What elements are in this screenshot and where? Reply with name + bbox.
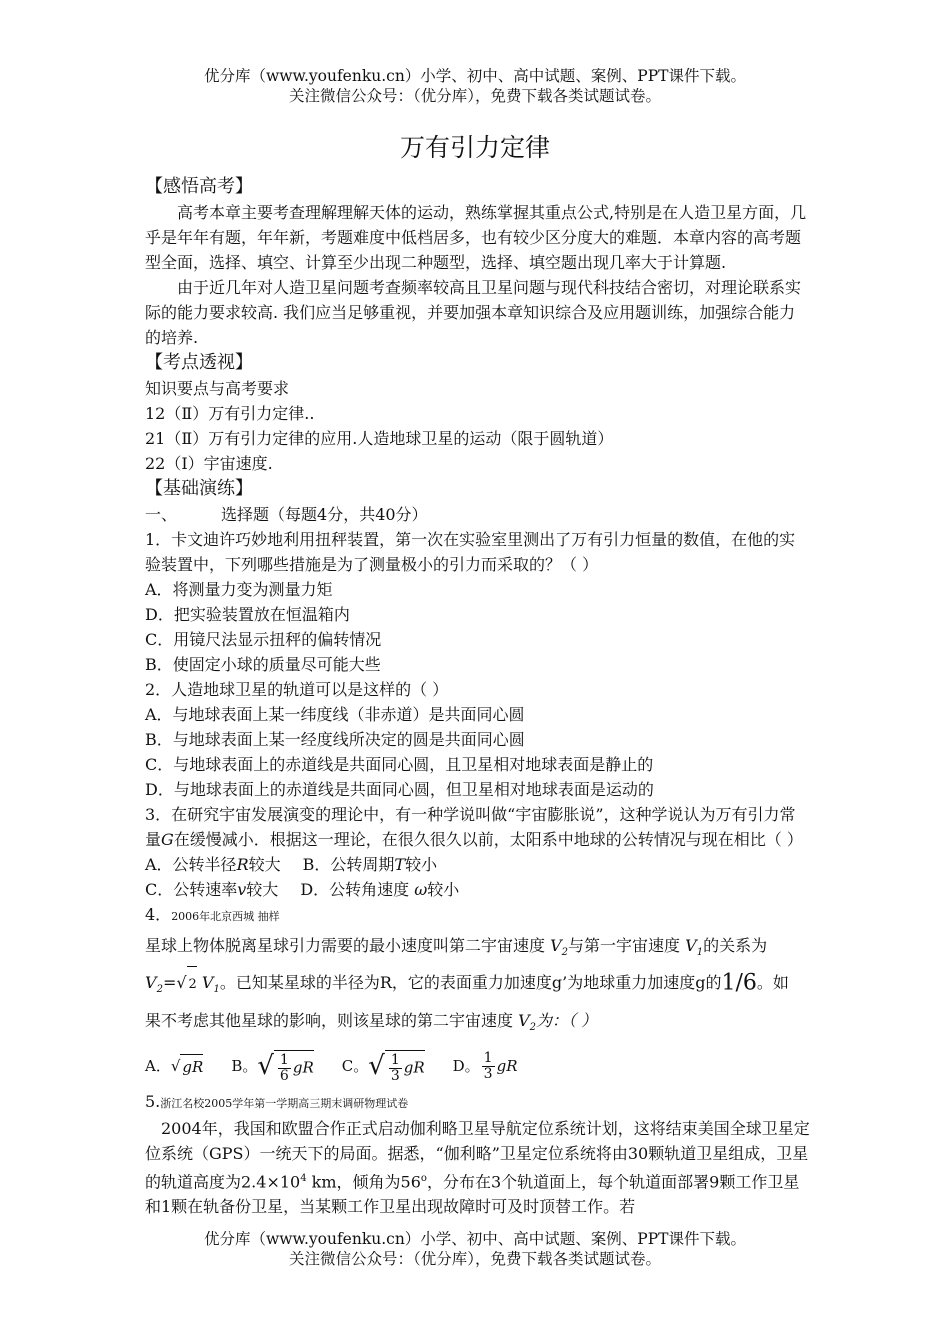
option: C．与地球表面上的赤道线是共面同心圆，且卫星相对地球表面是静止的 xyxy=(145,755,654,774)
list-item: 21（Ⅱ）万有引力定律的应用.人造地球卫星的运动（限于圆轨道） xyxy=(145,429,614,448)
paragraph: 高考本章主要考查理解理解天体的运动，熟练掌握其重点公式,特别是在人造卫星方面，几乎是年年有题，年年新，考题难度中低档居多，也有较少区分度大的难题．本章内容的高考题型全面，选择、填空、计算至少出现二种题型，选择、填空题出现几率大于计算题. xyxy=(145,203,807,272)
option-row: C．公转速率v较大 D．公转角速度 ω较小 xyxy=(145,880,460,899)
footer-line-1: 优分库（www.youfenku.cn）小学、初中、高中试题、案例、PPT课件下载。 xyxy=(203,1230,747,1248)
option-c: C。 √ $\frac{1}{3}$ gR xyxy=(341,1051,425,1084)
option: A．与地球表面上某一纬度线（非赤道）是共面同心圆 xyxy=(145,705,525,724)
option: D．把实验装置放在恒温箱内 xyxy=(145,605,350,624)
part-heading xyxy=(145,502,810,527)
part-title: 选择题（每题4分，共40分） xyxy=(221,505,428,524)
section-heading-kaodian: 【考点透视】 xyxy=(145,352,253,373)
question-source: 4．2006年北京西城 抽样 xyxy=(145,905,280,924)
footer-line-2: 关注微信公众号：（优分库），免费下载各类试题试卷。 xyxy=(288,1250,661,1268)
option-row: A．公转半径R较大 B．公转周期T较小 xyxy=(145,855,438,874)
question-stem: 3．在研究宇宙发展演变的理论中，有一种学说叫做“宇宙膨胀说”，这种学说认为万有引力常量G在缓慢减小．根据这一理论，在很久很久以前，太阳系中地球的公转情况与现在相比（ ） xyxy=(145,805,803,849)
document-body xyxy=(145,174,810,1219)
option: A．将测量力变为测量力矩 xyxy=(145,580,333,599)
list-item: 12（Ⅱ）万有引力定律.. xyxy=(145,404,315,423)
question-stem: 星球上物体脱离星球引力需要的最小速度叫第二宇宙速度 $V_2$与第一宇宙速度 $V_1$的关系为 xyxy=(145,936,768,959)
part-label: 一、 xyxy=(145,505,178,524)
question-stem: $V_2=√$ 2 $V_1$。已知某星球的半径为R，它的表面重力加速度g’为地球重力加速度g的1/6。如 xyxy=(145,965,810,1008)
list-item: 22（Ⅰ）宇宙速度. xyxy=(145,454,273,473)
paragraph: 2004年，我国和欧盟合作正式启动伽利略卫星导航定位系统计划，这将结束美国全球卫星定位系统（GPS）一统天下的局面。据悉，“伽利略”卫星定位系统将由30颗轨道卫星组成，卫星的轨道高度为$2.4\times 10^4$ km，倾角为56$^o$，分布在3个轨道面上，每个轨道面部署9颗工作卫星和1颗在轨备份卫星，当某颗工作卫星出现故障时可及时顶替工作。若 xyxy=(145,1118,810,1216)
section-heading-jichu: 【基础演练】 xyxy=(145,478,253,499)
option: B．与地球表面上某一经度线所决定的圆是共面同心圆 xyxy=(145,730,525,749)
option-row xyxy=(145,1045,810,1089)
option-a: A． √ gR xyxy=(145,1054,203,1080)
section-subtitle: 知识要点与高考要求 xyxy=(145,379,290,398)
header-line-1: 优分库（www.youfenku.cn）小学、初中、高中试题、案例、PPT课件下载。 xyxy=(203,67,747,85)
fraction-one-sixth: 1/6 xyxy=(721,970,757,996)
question-stem: 1．卡文迪许巧妙地利用扭秤装置，第一次在实验室里测出了万有引力恒量的数值，在他的实验装置中，下列哪些措施是为了测量极小的引力而采取的？（ ） xyxy=(145,530,796,574)
question-stem: 果不考虑其他星球的影响，则该星球的第二宇宙速度 $V_2$为：（ ） xyxy=(145,1011,598,1034)
paragraph: 由于近几年对人造卫星问题考查频率较高且卫星问题与现代科技结合密切，对理论联系实际的能力要求较高. 我们应当足够重视，并要加强本章知识综合及应用题训练，加强综合能力的培养. xyxy=(145,278,802,347)
option: C．用镜尺法显示扭秤的偏转情况 xyxy=(145,630,382,649)
option: B．使固定小球的质量尽可能大些 xyxy=(145,655,381,674)
question-source: 5.浙江名校2005学年第一学期高三期末调研物理试卷 xyxy=(145,1091,409,1111)
question-stem: 2．人造地球卫星的轨道可以是这样的（ ） xyxy=(145,680,449,699)
option: D．与地球表面上的赤道线是共面同心圆，但卫星相对地球表面是运动的 xyxy=(145,780,654,799)
section-heading-gaokao: 【感悟高考】 xyxy=(145,176,253,197)
option-b: B。 √ $\frac{1}{6}$ gR xyxy=(231,1051,314,1084)
page-title: 万有引力定律 xyxy=(399,133,550,162)
header-line-2: 关注微信公众号：（优分库），免费下载各类试题试卷。 xyxy=(288,87,661,105)
option-d: D。 $\frac{1}{3}$ gR xyxy=(452,1050,518,1083)
